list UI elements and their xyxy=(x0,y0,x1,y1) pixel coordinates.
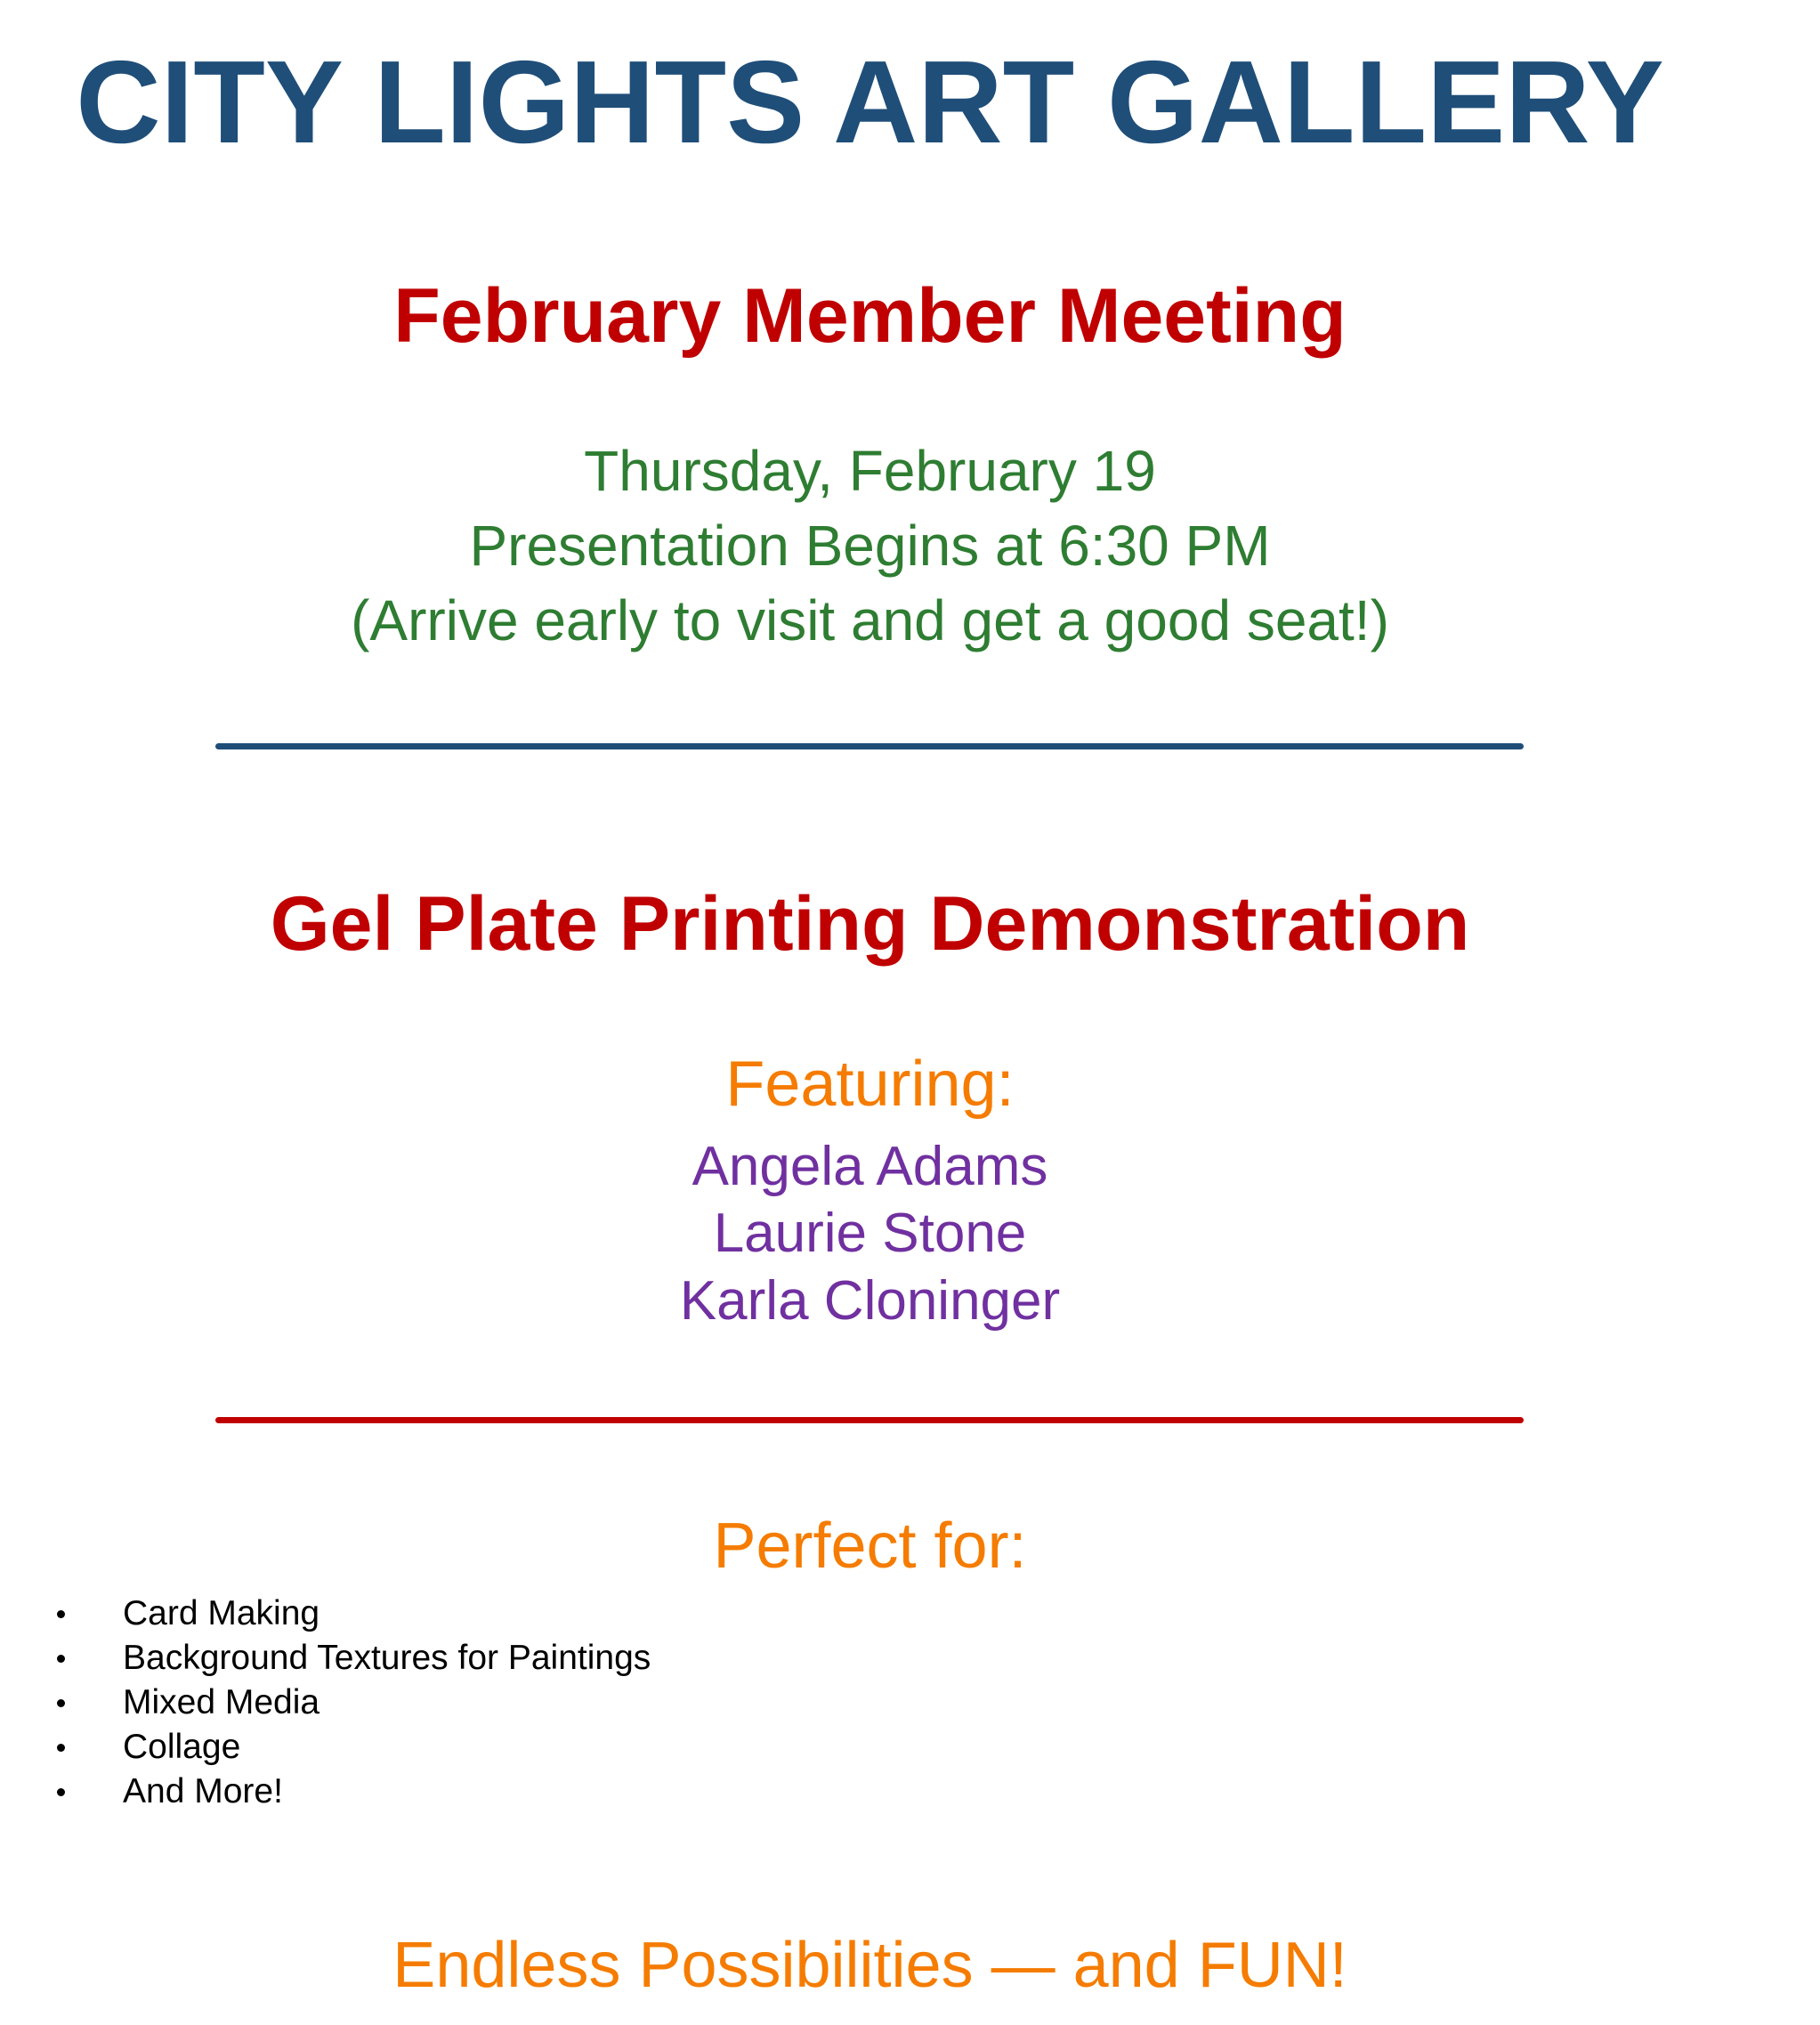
closing-tagline: Endless Possibilities — and FUN! xyxy=(392,1930,1347,2001)
blue-divider xyxy=(215,743,1524,749)
red-divider xyxy=(215,1417,1524,1423)
presenter-name: Laurie Stone xyxy=(713,1203,1027,1264)
presenter-name: Angela Adams xyxy=(692,1136,1048,1197)
list-item-label: Card Making xyxy=(123,1594,320,1632)
bullet-icon xyxy=(57,1610,65,1618)
presenter-name: Karla Cloninger xyxy=(679,1270,1061,1332)
list-item xyxy=(0,1636,651,1681)
page-title: CITY LIGHTS ART GALLERY xyxy=(76,36,1664,167)
list-item-label: And More! xyxy=(123,1772,283,1810)
bullet-icon xyxy=(57,1655,65,1663)
bullet-icon xyxy=(57,1788,65,1796)
bullet-icon xyxy=(57,1744,65,1752)
meeting-note: (Arrive early to visit and get a good seat!) xyxy=(351,588,1389,652)
list-item xyxy=(0,1725,651,1770)
perfect-for-list xyxy=(0,1592,651,1814)
perfect-for-heading: Perfect for: xyxy=(713,1511,1027,1582)
list-item xyxy=(0,1592,651,1636)
bullet-icon xyxy=(57,1699,65,1707)
featuring-label: Featuring: xyxy=(725,1049,1015,1120)
demo-heading: Gel Plate Printing Demonstration xyxy=(270,881,1470,967)
meeting-time: Presentation Begins at 6:30 PM xyxy=(469,514,1271,578)
list-item-label: Background Textures for Paintings xyxy=(123,1639,651,1677)
list-item-label: Mixed Media xyxy=(123,1683,320,1721)
list-item-label: Collage xyxy=(123,1728,241,1766)
meeting-heading: February Member Meeting xyxy=(393,273,1347,359)
list-item xyxy=(0,1681,651,1725)
list-item xyxy=(0,1770,651,1814)
meeting-date: Thursday, February 19 xyxy=(584,439,1156,503)
